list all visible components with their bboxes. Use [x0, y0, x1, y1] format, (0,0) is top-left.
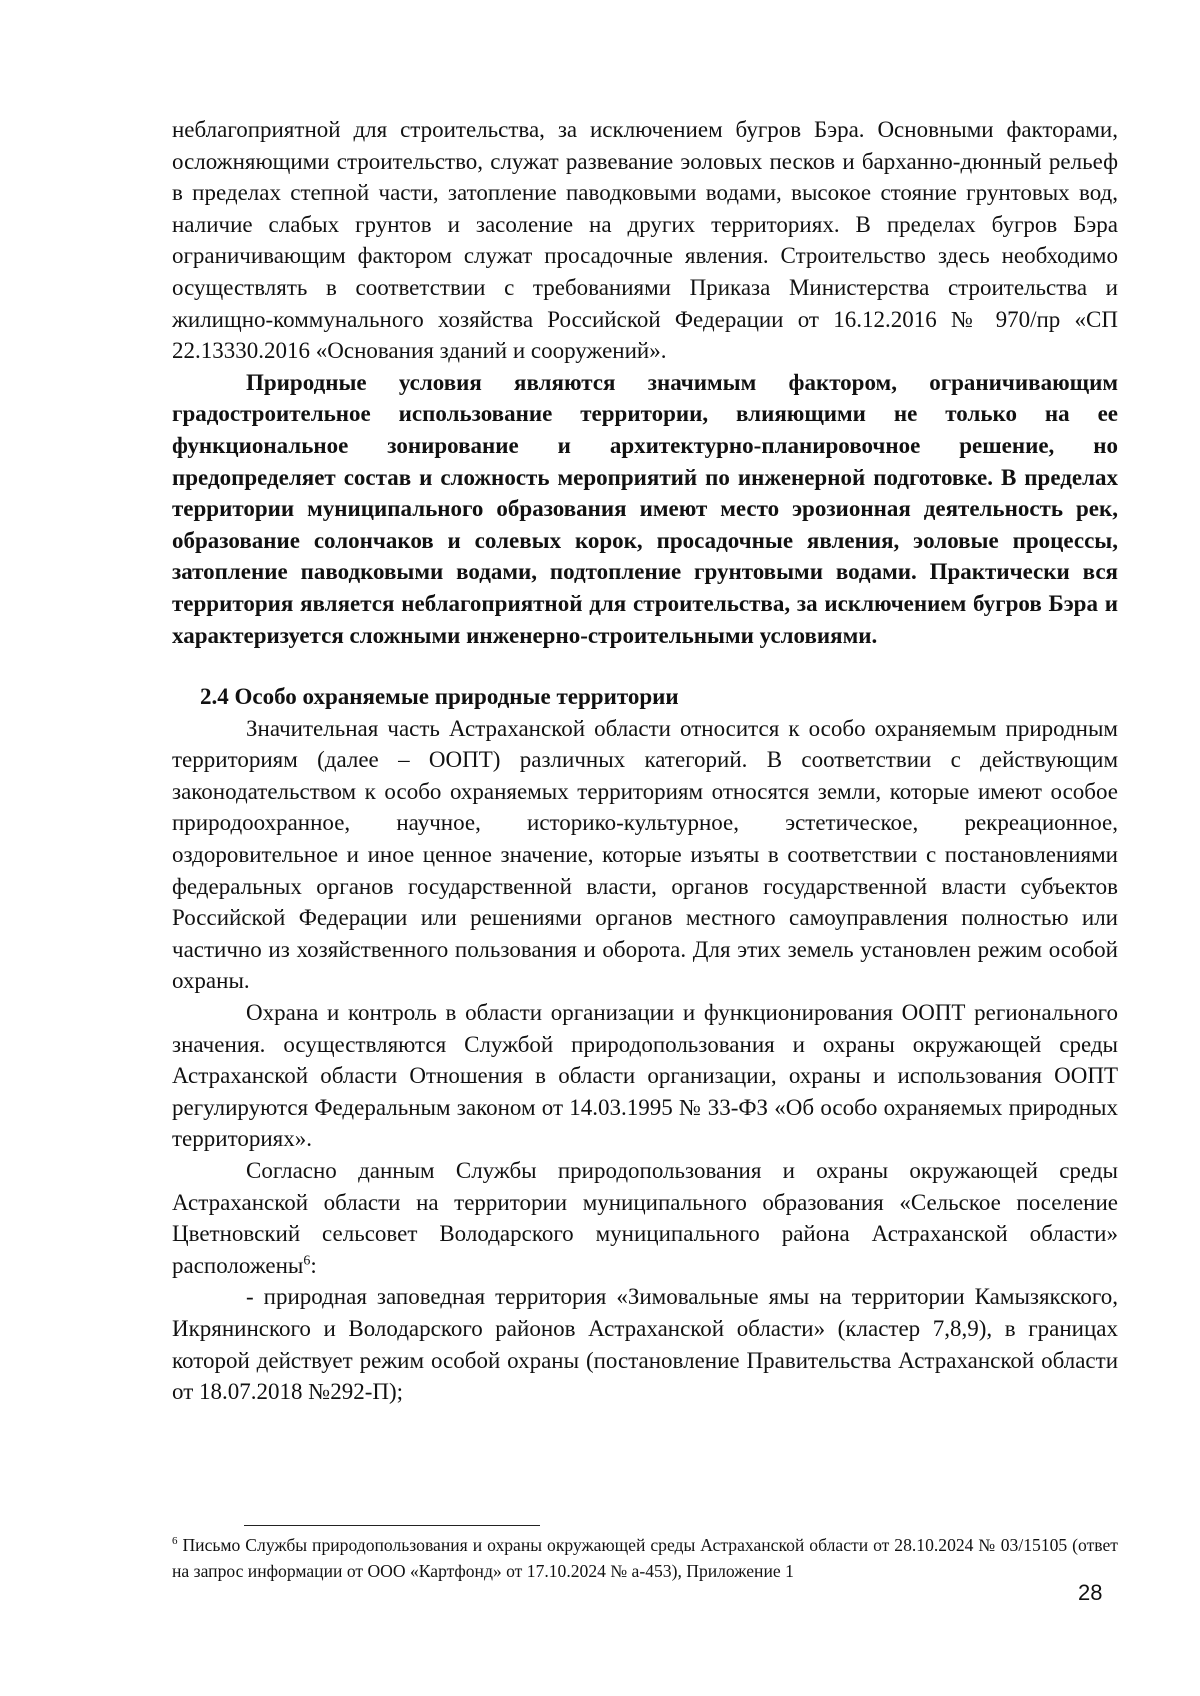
section-heading: 2.4 Особо охраняемые природные территории	[200, 684, 679, 710]
footnote-text: Письмо Службы природопользования и охраны окружающей среды Астраханской области от 28.10.2024 № 03/15105 (ответ на запрос информации от ООО «Картфонд» от 17.10.2024 № а-453), Приложение 1	[172, 1535, 1118, 1581]
page-number: 28	[1078, 1580, 1103, 1605]
paragraph-construction-factors: неблагоприятной для строительства, за исключением бугров Бэра. Основными факторами, осложняющими строительство, служат развевание эоловых песков и барханно-дюнный рельеф в пределах степной части, затопление паводковыми водами, высокое стояние грунтовых вод, наличие слабых грунтов и засоление на других территориях. В пределах бугров Бэра ограничивающим фактором служат просадочные явления. Строительство здесь необходимо осуществлять в соответствии с требованиями Приказа Министерства строительства и жилищно-коммунального хозяйства Российской Федерации от 16.12.2016 № 970/пр «СП 22.13330.2016 «Основания зданий и сооружений».	[172, 117, 1118, 364]
footnote	[172, 1532, 1118, 1584]
paragraph-service-data	[172, 1155, 1118, 1281]
footnote-divider	[244, 1525, 540, 1526]
footnote-reference[interactable]: 6	[303, 1253, 311, 1269]
paragraph-service-data-end: :	[310, 1252, 317, 1278]
list-item-reserve: - природная заповедная территория «Зимовальные ямы на территории Камызякского, Икрянинского и Володарского районов Астраханской области» (кластер 7,8,9), в границах которой действует режим особой охраны (постановление Правительства Астраханской области от 18.07.2018 №292-П);	[172, 1284, 1118, 1405]
paragraph-oopt-overview: Значительная часть Астраханской области относится к особо охраняемым природным территориям (далее – ООПТ) различных категорий. В соответствии с действующим законодательством к особо охраняемых территориям относятся земли, которые имеют особое природоохранное, научное, историко-культурное, эстетическое, рекреационное, оздоровительное и иное ценное значение, которые изъяты в соответствии с постановлениями федеральных органов государственной власти, органов государственной власти субъектов Российской Федерации или решениями органов местного самоуправления полностью или частично из хозяйственного пользования и оборота. Для этих земель установлен режим особой охраны.	[172, 715, 1118, 994]
paragraph-oopt-control: Охрана и контроль в области организации и функционирования ООПТ регионального значения. осуществляются Службой природопользования и охраны окружающей среды Астраханской области Отношения в области организации, охраны и использования ООПТ регулируются Федеральным законом от 14.03.1995 № 33-ФЗ «Об особо охраняемых природных территориях».	[172, 1000, 1118, 1152]
paragraph-natural-conditions: Природные условия являются значимым фактором, ограничивающим градостроительное использование территории, влияющими не только на ее функциональное зонирование и архитектурно-планировочное решение, но предопределяет состав и сложность мероприятий по инженерной подготовке. В пределах территории муниципального образования имеют место эрозионная деятельность рек, образование солончаков и солевых корок, просадочные явления, эоловые процессы, затопление паводковыми водами, подтопление грунтовыми водами. Практически вся территория является неблагоприятной для строительства, за исключением бугров Бэра и характеризуется сложными инженерно-строительными условиями.	[172, 369, 1118, 648]
body-text	[172, 114, 1118, 1408]
footnote-number: 6	[172, 1535, 178, 1548]
paragraph-service-data-text: Согласно данным Службы природопользования и охраны окружающей среды Астраханской области на территории муниципального образования «Сельское поселение Цветновский сельсовет Володарского муниципального района Астраханской области» расположены	[172, 1158, 1118, 1278]
